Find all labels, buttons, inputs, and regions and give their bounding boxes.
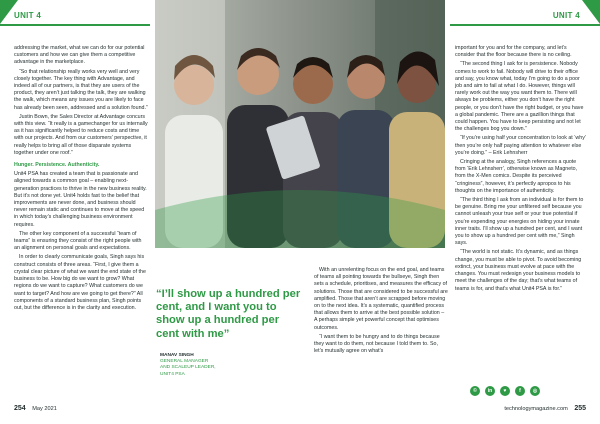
team-photo (155, 0, 445, 248)
section-subheading: Hunger. Persistence. Authenticity. (14, 162, 100, 169)
article-column-4 (455, 45, 587, 295)
unit-tab-right: UNIT 4 (552, 11, 580, 20)
header-rule-left (0, 24, 150, 26)
linkedin-icon[interactable]: in (485, 386, 495, 396)
paragraph: “The third thing I ask from an individual is for them to be genuine. Bring me your unfiltered self because you cannot unleash your true self or your true potential if you’re expending your energies on hiding your innate inner traits. I’ll show up a hundred per cent, and I want you to show up a hundred per cent with me,” Singh says. (455, 197, 584, 247)
quote-author-role: GENERAL MANAGER (160, 359, 209, 365)
paragraph: Cringing at the analogy, Singh references a quote from ‘Erik Lehnsherr’, otherwise known as Magneto, from the X-Men comics. Despite its perceived “cringiness”, however, it’s perfectly apropos to his thoughts on the importance of authenticity. (455, 159, 578, 194)
pull-quote: “I’ll show up a hundred per cent, and I want you to show up a hundred per cent with me” (156, 288, 301, 340)
article-column-3 (314, 267, 448, 357)
quote-attribution (160, 353, 300, 378)
paragraph: Justin Bown, the Sales Director at Advantage concurs with this view. “It really is a gamechanger for us internally as it has significantly helped to reduce costs and time with our projects. And from our customers’ perspective, it really helps to bring all of those disparate systems together under one roof.” (14, 113, 148, 156)
footer-left (14, 405, 57, 412)
header-rule-right (450, 24, 600, 26)
copy-link-icon[interactable]: © (470, 386, 480, 396)
paragraph: The other key component of a successful “team of teams” is ensuring they consist of the right people with an alignment on personal goals and expectations. (14, 230, 142, 252)
quote-author-role: UNIT4 PSA (160, 371, 185, 377)
like-icon[interactable]: ♥ (500, 386, 510, 396)
site-url[interactable]: technologymagazine.com (504, 406, 568, 412)
page-number-right: 255 (574, 405, 586, 412)
footer-right (504, 405, 586, 412)
issue-date: May 2021 (32, 406, 57, 412)
paragraph: addressing the market, what we can do for our potential customers and how we can give them a competitive advantage in the marketplace. (14, 45, 145, 66)
paragraph: With an unrelenting focus on the end goal, and teams of teams all pointing towards the bullseye, Singh then sets a schedule, prioritises, and measures the efficacy of solutions. Those that are considered to be successful are amplified. Those that aren’t are scrapped before moving on to the next idea. It’s a systematic, quantified process that allows them to arrive at the best possible solution – A perhaps simple yet powerful concept that optimises outcomes. (314, 267, 448, 331)
paragraph: “The second thing I ask for is persistence. Nobody comes to work to fail. Nobody will drive to their office and say, you know what, today I’m going to do a poor job and aim to fail at what I do. However, things will rarely work out the way you want them to. There will always be problems, either you don’t have the right people, or you don’t have the right budget, or you have a global pandemic. There are a gazillion things that could happen. You have to keep persisting and not let the challenges bog you down.” (455, 61, 584, 133)
paragraph: “If you’re using half your concentration to look at ‘why’ then you’re only half paying attention to whatever else you’re doing.” – Erik Lehnsherr (455, 135, 586, 156)
paragraph: In order to clearly communicate goals, Singh says his construct consists of three areas. “First, I give them a crystal clear picture of what we want the end state of the business to be. How big do we want to grow? What regions do we want to capture? What customers do we want to target? And how are we going to get there?” All components of a standard business plan, Singh points out, but the difference is in the clarity and execution. (14, 254, 146, 311)
paragraph: Unit4 PSA has created a team that is passionate and aligned towards a common goal – enabling next-generation practices to thrive in the new business reality. But it’s not done yet. Unit4 holds fast to the belief that improvements are never done, and business should never remain static and continues to move at the speed in which today’s challenging business environment requires. (14, 171, 147, 228)
paragraph: “The world is not static. It’s dynamic, and as things change, you must be able to pivot. To avoid becoming extinct, your business must evolve at pace with the changes. You must redesign your business models to meet the challenges of the day; that’s what teams of teams is for, and that’s what Unit4 PSA is for.” (455, 249, 582, 292)
quote-author-name: MANAV SINGH (160, 353, 194, 358)
page-number-left: 254 (14, 405, 26, 412)
paragraph: “So that relationship really works very well and very closely together. The key thing with Advantage, and indeed all of our partners, is that they are users of the product, they aren’t just talking the talk, they are walking the walk, which means any issues you are likely to face has already been seen, addressed and a solution found.” (14, 68, 148, 111)
paragraph: “I want them to be hungry and to do things because they want to do them, not because I told them to. So, let’s mutually agree on what’s (314, 333, 440, 355)
article-column-1 (14, 45, 148, 314)
unit-tab-left: UNIT 4 (14, 11, 42, 20)
quote-author-role: AND SCALEUP LEADER, (160, 365, 216, 371)
facebook-icon[interactable]: f (515, 386, 525, 396)
team-photo-illustration (155, 0, 445, 248)
social-links (470, 386, 540, 396)
share-icon[interactable]: ◎ (530, 386, 540, 396)
paragraph: important for you and for the company, and let’s consider that the floor because there is no ceiling. (455, 45, 572, 59)
